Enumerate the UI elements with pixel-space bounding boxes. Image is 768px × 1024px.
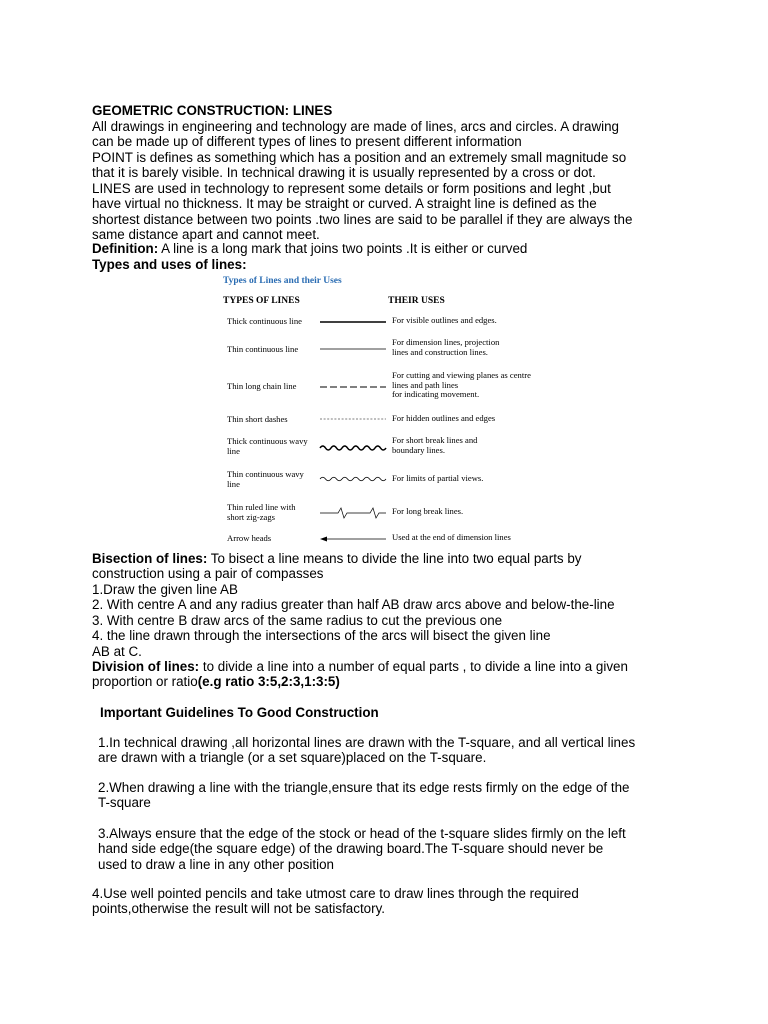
line-type-name: Thin continuous line — [227, 344, 299, 354]
line-type-name: Thick continuous wavy line — [227, 436, 308, 456]
line-type-name: Thin long chain line — [227, 381, 297, 391]
guidelines-heading: Important Guidelines To Good Construction — [100, 705, 379, 720]
bisection-label: Bisection of lines: — [92, 551, 208, 566]
thin-wavy-line-sample — [320, 472, 390, 486]
guideline-2: 2.When drawing a line with the triangle,ensure that its edge rests firmly on the edge of the T-square — [98, 780, 630, 811]
bisection-paragraph — [92, 551, 582, 582]
zigzag-line-sample — [320, 505, 390, 519]
definition-paragraph — [92, 241, 527, 256]
bisection-steps: 1.Draw the given line AB 2. With centre A and any radius greater than half AB draw arcs above and below-the-line 3. With centre B draw arcs of the same radius to cut the previous one 4. the line drawn through the intersections of the arcs will bisect the given line AB at C. — [92, 582, 615, 659]
figure-caption: Types of Lines and their Uses — [223, 276, 342, 286]
thick-wavy-line-sample — [320, 441, 390, 455]
bisection-text: To bisect a line means to divide the line into two equal parts by construction using a pair of compasses — [92, 551, 582, 582]
line-type-name: Thin ruled line with short zig-zags — [227, 502, 296, 522]
line-type-name: Thin short dashes — [227, 414, 288, 424]
line-type-use: For hidden outlines and edges — [392, 413, 496, 423]
line-type-use: For visible outlines and edges. — [392, 315, 497, 325]
line-type-use: For dimension lines, projection lines and construction lines. — [392, 337, 500, 357]
line-type-use: For short break lines and boundary lines. — [392, 435, 478, 455]
point-paragraph: POINT is defines as something which has a position and an extremely small magnitude so that it is barely visible. In technical drawing it is usually represented by a cross or dot. — [92, 150, 627, 181]
line-type-use: Used at the end of dimension lines — [392, 532, 511, 542]
line-type-name: Arrow heads — [227, 533, 272, 543]
thick-continuous-line-sample — [320, 315, 390, 329]
guideline-4: 4.Use well pointed pencils and take utmost care to draw lines through the required points,otherwise the result will not be satisfactory. — [92, 886, 579, 917]
definition-text: A line is a long mark that joins two points .It is either or curved — [158, 241, 528, 256]
intro-paragraph: All drawings in engineering and technology are made of lines, arcs and circles. A drawing can be made up of different types of lines to present different information — [92, 119, 620, 150]
arrow-head-sample — [320, 532, 390, 546]
division-text: to divide a line into a number of equal parts , to divide a line into a given proportion or ratio — [92, 659, 628, 690]
lines-paragraph: LINES are used in technology to represent some details or form positions and leght ,but have virtual no thickness. It may be straight or curved. A straight line is defined as the shortest distance between two points .two lines are said to be parallel if they are always the same distance apart and cannot meet. — [92, 181, 633, 243]
col-header-types: TYPES OF LINES — [223, 296, 300, 306]
division-ratio: (e.g ratio 3:5,2:3,1:3:5) — [197, 674, 340, 690]
division-paragraph — [92, 659, 628, 690]
thin-continuous-line-sample — [320, 342, 390, 356]
guideline-3: 3.Always ensure that the edge of the stock or head of the t-square slides firmly on the left hand side edge(the square edge) of the drawing board.The T-square should never be used to draw a line in any other position — [98, 826, 626, 872]
types-heading: Types and uses of lines: — [92, 257, 247, 272]
definition-label: Definition: — [92, 241, 159, 256]
page-title: GEOMETRIC CONSTRUCTION: LINES — [92, 103, 333, 118]
chain-line-sample — [320, 380, 390, 394]
line-type-use: For long break lines. — [392, 506, 464, 516]
division-label: Division of lines: — [92, 659, 200, 674]
short-dashes-line-sample — [320, 412, 390, 426]
line-types-figure — [218, 272, 552, 546]
line-type-use: For cutting and viewing planes as centre lines and path lines for indicating movement. — [392, 370, 531, 400]
col-header-uses: THEIR USES — [388, 296, 445, 306]
guideline-1: 1.In technical drawing ,all horizontal lines are drawn with the T-square, and all vertical lines are drawn with a triangle (or a set square)placed on the T-square. — [98, 735, 636, 766]
line-type-name: Thin continuous wavy line — [227, 469, 304, 489]
line-type-name: Thick continuous line — [227, 316, 302, 326]
line-type-use: For limits of partial views. — [392, 473, 484, 483]
